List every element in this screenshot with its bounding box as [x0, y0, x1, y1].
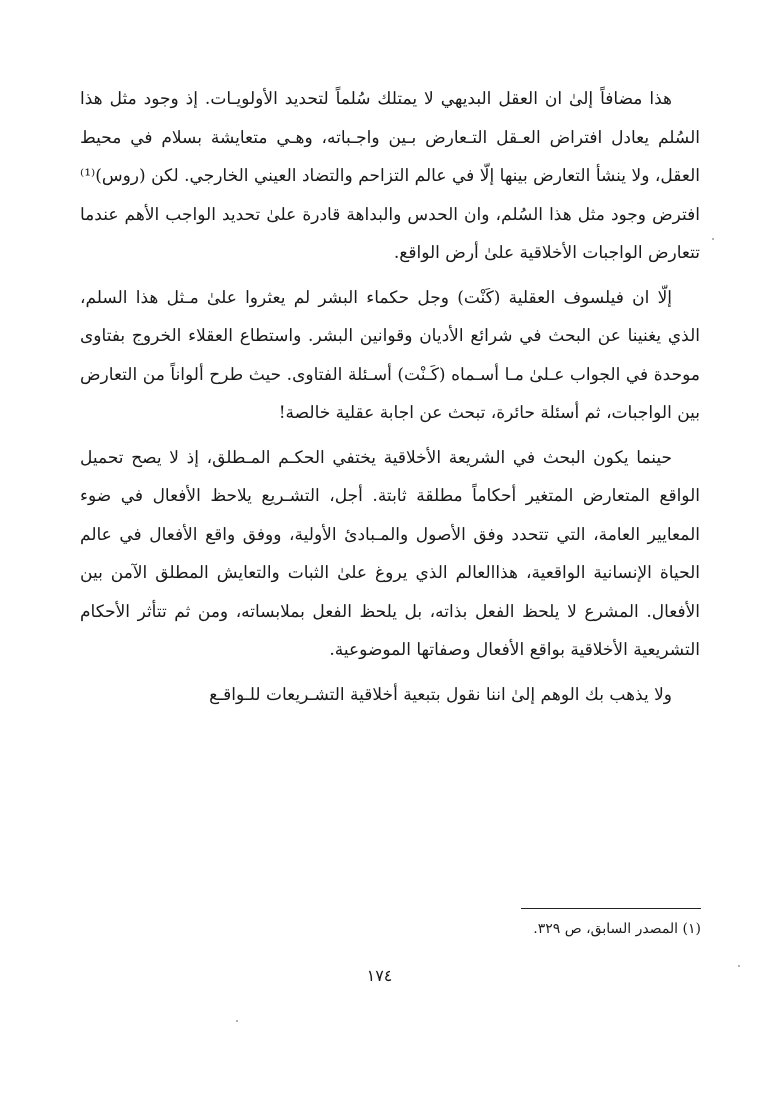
scan-speck: [738, 965, 740, 967]
footnote-divider: [521, 908, 701, 909]
paragraph-3: حينما يكون البحث في الشريعة الأخلاقية يختفي الحكـم المـطلق، إذ لا يصح تحميل الواقع المتعارض المتغير أحكاماً مطلقة ثابتة. أجل، التشـريع يلاحظ الأفعال في ضوء المعايير العامة، التي تتحدد وفق الأصول والمـبادئ الأولية، ووفق واقع الأفعال في عالم الحياة الإنسانية الواقعية، هذاالعالم الذي يروغ علىٰ الثبات والتعايش المطلق الآمن بين الأفعال. المشرع لا يلحظ الفعل بذاته، بل يلحظ الفعل بملابساته، ومن ثم تتأثر الأحكام التشريعية الأخلاقية بواقع الأفعال وصفاتها الموضوعية.: [80, 447, 700, 660]
page-number: ١٧٤: [366, 966, 393, 985]
paragraph-4: ولا يذهب بك الوهم إلىٰ اننا نقول بتبعية أخلاقية التشـريعات للـواقـع: [209, 684, 672, 705]
footnote: (١) المصدر السابق، ص ٣٢٩.: [533, 921, 701, 937]
paragraph-1: هذا مضافاً إلىٰ ان العقل البديهي لا يمتلك سُلماً لتحديد الأولويـات. إذ وجود مثل هذا السُلم يعادل افتراض العـقل التـعارض بـين واجـباته، وهـي متعايشة بسلام في محيط العقل، ولا ينشأ التعارض بينها إلّا في عالم التزاحم والتضاد العيني الخارجي. لكن (روس)⁽¹⁾ افترض وجود مثل هذا السُلم، وان الحدس والبداهة قادرة علىٰ تحديد الواجب الأهم عندما تتعارض الواجبات الأخلاقية علىٰ أرض الواقع.: [80, 89, 700, 263]
scan-speck: [712, 238, 714, 240]
paragraph-2: إلّا ان فيلسوف العقلية (كَنْت) وجل حكماء البشر لم يعثروا علىٰ مـثل هذا السلم، الذي يغنينا عن البحث في شرائع الأديان وقوانين البشر. واستطاع العقلاء الخروج بفتاوى موحدة في الجواب عـلىٰ مـا أسـماه (كَـنْت) أسـئلة الفتاوى. حيث طرح ألواناً من التعارض بين الواجبات، ثم أسئلة حائرة، تبحث عن اجابة عقلية خالصة!: [80, 287, 700, 423]
body-text: [80, 80, 700, 714]
scan-speck: [236, 1020, 238, 1022]
